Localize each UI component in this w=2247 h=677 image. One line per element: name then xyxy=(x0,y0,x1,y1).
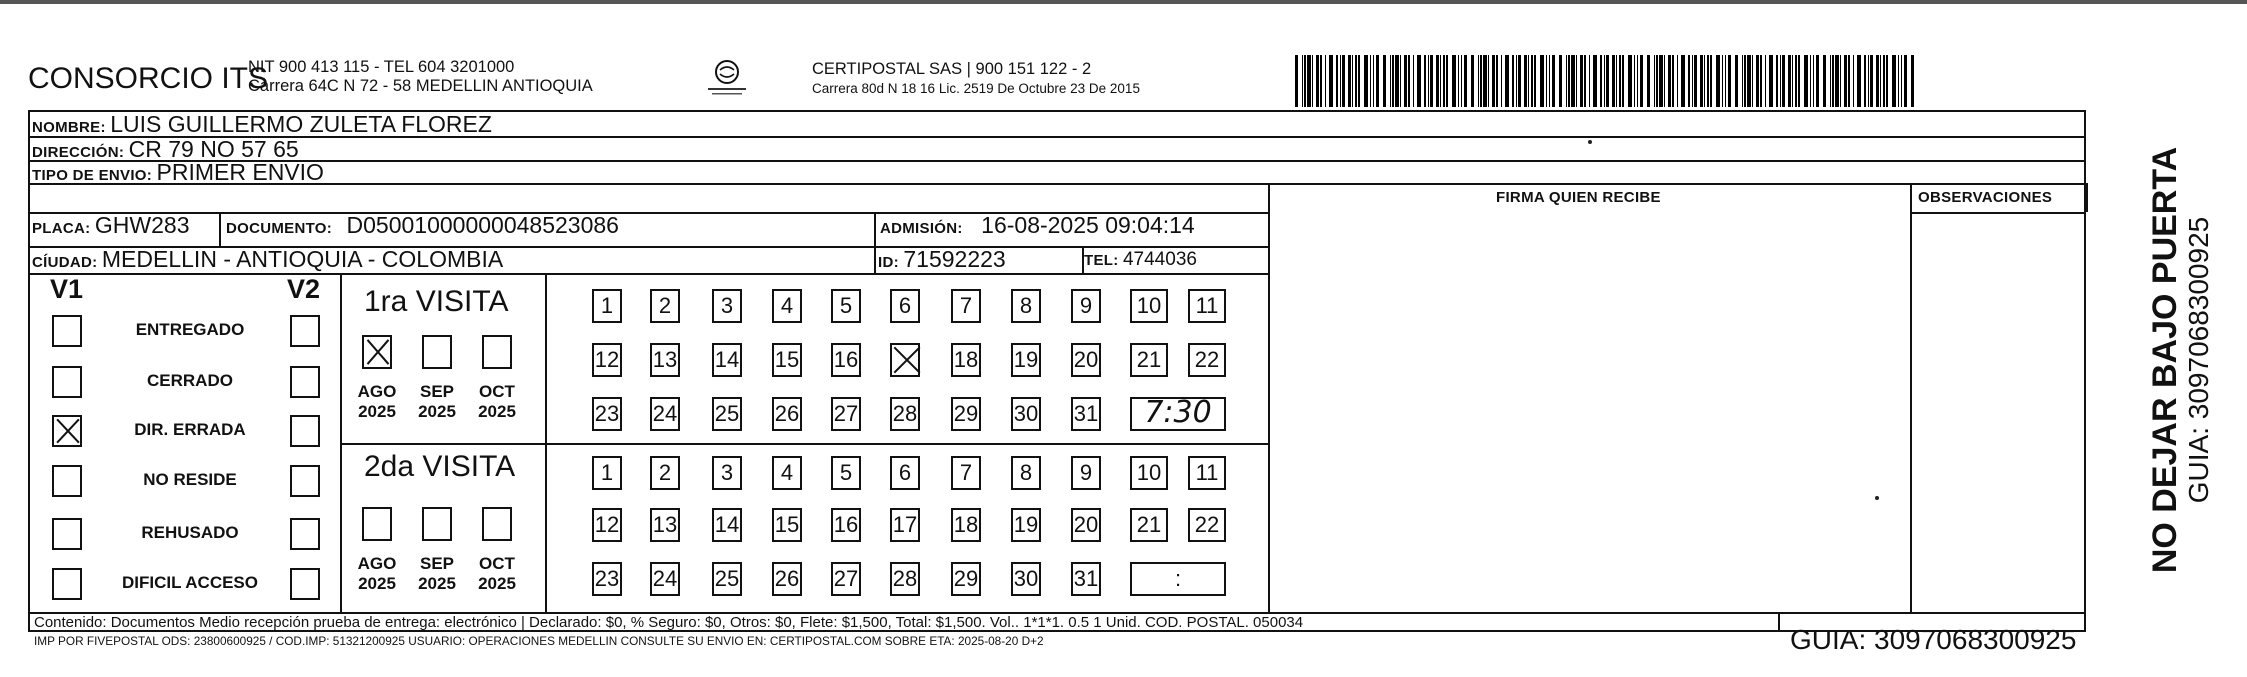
month-checkbox[interactable] xyxy=(362,507,392,541)
visit-divider xyxy=(340,443,1268,445)
observaciones-label: OBSERVACIONES xyxy=(1918,189,2053,206)
barcode-bar xyxy=(1518,55,1521,107)
day-box[interactable]: 5 xyxy=(831,289,861,323)
status-label: REHUSADO xyxy=(141,523,239,542)
barcode-bar xyxy=(1622,55,1624,107)
barcode-bar xyxy=(1813,55,1814,107)
barcode-bar xyxy=(1400,55,1401,107)
barcode-bar xyxy=(1765,55,1766,107)
v2-checkbox[interactable] xyxy=(290,568,320,600)
barcode-bar xyxy=(1637,55,1638,107)
barcode-bar xyxy=(1904,55,1907,107)
day-box[interactable]: 25 xyxy=(712,397,742,431)
day-box[interactable]: 14 xyxy=(712,343,742,377)
barcode-bar xyxy=(1704,55,1705,107)
nombre-row xyxy=(32,111,492,138)
barcode-bar xyxy=(1804,55,1808,107)
barcode-bar xyxy=(1710,55,1712,107)
v1-checkbox[interactable] xyxy=(52,366,82,398)
barcode-bar xyxy=(1606,55,1609,107)
day-box[interactable]: 11 xyxy=(1188,456,1226,490)
day-box[interactable]: 4 xyxy=(772,289,802,323)
day-box[interactable]: 1 xyxy=(592,456,622,490)
footer-content-line: Contenido: Documentos Medio recepción prueba de entrega: electrónico | Declarado: $0, % Seguro: $0, Otros: $0, Flete: $1,500, Total: $1,500. Vol.. 1*1*1. 0.5 1 Unid. COD. POSTAL. 050034 xyxy=(34,614,1304,631)
barcode-bar xyxy=(1612,55,1615,107)
barcode-bar xyxy=(1752,55,1753,107)
time-box[interactable]: 7:30 xyxy=(1130,397,1226,431)
barcode-bar xyxy=(1848,55,1850,107)
barcode-bar xyxy=(1364,55,1368,107)
day-box[interactable]: 29 xyxy=(951,397,981,431)
day-box[interactable]: 30 xyxy=(1011,562,1041,596)
day-box[interactable]: 7 xyxy=(951,289,981,323)
barcode-bar xyxy=(1496,55,1498,107)
day-box[interactable]: 22 xyxy=(1188,343,1226,377)
barcode-bar xyxy=(1531,55,1533,107)
day-box[interactable]: 23 xyxy=(592,562,622,596)
barcode-bar xyxy=(1901,55,1902,107)
barcode-bar xyxy=(1722,55,1723,107)
barcode-bar xyxy=(1443,55,1445,107)
barcode-bar xyxy=(1370,55,1371,107)
placa-row xyxy=(32,212,190,239)
barcode-bar xyxy=(1830,55,1831,107)
barcode-bar xyxy=(1512,55,1514,107)
barcode-bar xyxy=(1528,55,1529,107)
day-box[interactable]: 27 xyxy=(831,397,861,431)
v2-checkbox[interactable] xyxy=(290,518,320,550)
day-box[interactable]: 20 xyxy=(1071,508,1101,542)
day-box[interactable]: 26 xyxy=(772,397,802,431)
barcode-bar xyxy=(1880,55,1881,107)
nombre-label: NOMBRE: xyxy=(32,119,106,136)
v2-checkbox[interactable] xyxy=(290,366,320,398)
time-box[interactable]: : xyxy=(1130,562,1226,596)
day-box[interactable]: 9 xyxy=(1071,456,1101,490)
company-name: CONSORCIO ITS xyxy=(28,62,269,95)
barcode-bar xyxy=(1312,55,1313,107)
barcode-bar xyxy=(1584,55,1586,107)
barcode-bar xyxy=(1668,55,1671,107)
barcode-bar xyxy=(1302,55,1303,107)
placa-value: GHW283 xyxy=(94,212,190,238)
day-box[interactable]: 10 xyxy=(1130,456,1168,490)
day-box[interactable]: 8 xyxy=(1011,456,1041,490)
day-box[interactable]: 13 xyxy=(650,508,680,542)
certi-line: CERTIPOSTAL SAS | 900 151 122 - 2 xyxy=(812,60,1092,78)
id-row xyxy=(878,246,1006,273)
id-label: ID: xyxy=(878,254,899,271)
ciudad-value: MEDELLIN - ANTIOQUIA - COLOMBIA xyxy=(101,246,504,272)
barcode-bar xyxy=(1911,55,1914,107)
cell-divider xyxy=(340,273,342,612)
barcode-bar xyxy=(1478,55,1479,107)
status-label: DIFICIL ACCESO xyxy=(121,573,258,592)
barcode-bar xyxy=(1417,55,1421,107)
day-box[interactable]: 19 xyxy=(1011,508,1041,542)
tel-label: TEL: xyxy=(1084,252,1119,269)
status-label: NO RESIDE xyxy=(143,470,237,489)
barcode-bar xyxy=(1870,55,1873,107)
ciudad-row xyxy=(32,246,503,273)
barcode-bar xyxy=(1760,55,1762,107)
barcode-bar xyxy=(1853,55,1854,107)
day-box[interactable]: 17 xyxy=(890,508,920,542)
ink-dot xyxy=(1588,140,1592,144)
barcode-bar xyxy=(1898,55,1899,107)
barcode-bar xyxy=(1728,55,1731,107)
barcode-bar xyxy=(1436,55,1439,107)
visit1-title: 1ra VISITA xyxy=(364,285,509,318)
barcode-bar xyxy=(1295,55,1298,107)
side-guia: GUIA: 3097068300925 xyxy=(2183,216,2214,504)
barcode-bar xyxy=(1776,55,1778,107)
barcode-bar xyxy=(1325,55,1326,107)
day-box[interactable]: 9 xyxy=(1071,289,1101,323)
day-box[interactable]: 12 xyxy=(592,508,622,542)
barcode-bar xyxy=(1886,55,1888,107)
v1-header: V1 xyxy=(50,274,84,304)
day-box[interactable]: 8 xyxy=(1011,289,1041,323)
barcode-bar xyxy=(1647,55,1650,107)
tipo-row xyxy=(32,159,324,186)
barcode-bar xyxy=(1571,55,1575,107)
barcode-bar xyxy=(1376,55,1379,107)
day-box[interactable]: 29 xyxy=(951,562,981,596)
day-box[interactable]: 13 xyxy=(650,343,680,377)
side-notice xyxy=(2146,147,2214,573)
barcode-bar xyxy=(1692,55,1693,107)
barcode-bar xyxy=(1316,55,1319,107)
barcode-bar xyxy=(1868,55,1869,107)
month-checkbox[interactable] xyxy=(362,335,392,369)
day-box[interactable]: 21 xyxy=(1130,343,1168,377)
barcode-bar xyxy=(1876,55,1879,107)
day-box[interactable]: 6 xyxy=(890,289,920,323)
v1-checkbox[interactable] xyxy=(52,465,82,497)
barcode-bar xyxy=(1681,55,1685,107)
firma-label: FIRMA QUIEN RECIBE xyxy=(1496,189,1661,206)
v2-checkbox[interactable] xyxy=(290,315,320,347)
barcode-bar xyxy=(1616,55,1617,107)
barcode-bar xyxy=(1795,55,1797,107)
tipo-label: TIPO DE ENVIO: xyxy=(32,167,153,184)
barcode-bar xyxy=(1307,55,1311,107)
day-box[interactable]: 10 xyxy=(1130,289,1168,323)
address-line: Carrera 64C N 72 - 58 MEDELLIN ANTIOQUIA xyxy=(248,77,593,95)
nombre-value: LUIS GUILLERMO ZULETA FLOREZ xyxy=(110,111,492,137)
footer-guia: GUIA: 3097068300925 xyxy=(1790,624,2077,655)
barcode-bar xyxy=(1546,55,1547,107)
barcode-bar xyxy=(1707,55,1709,107)
barcode-bar xyxy=(1524,55,1527,107)
barcode-bar xyxy=(1540,55,1544,107)
day-box[interactable]: 22 xyxy=(1188,508,1226,542)
status-label: CERRADO xyxy=(147,371,233,390)
tel-value: 4744036 xyxy=(1122,249,1197,270)
barcode-bar xyxy=(1840,55,1841,107)
certipostal-info xyxy=(812,60,1140,98)
day-box[interactable]: 25 xyxy=(712,562,742,596)
documento-label: DOCUMENTO: xyxy=(226,220,333,237)
barcode-bar xyxy=(1516,55,1517,107)
certi-license-line: Carrera 80d N 18 16 Lic. 2519 De Octubre 23 De 2015 xyxy=(812,81,1140,96)
barcode-bar xyxy=(1320,55,1322,107)
company-info xyxy=(248,58,593,96)
day-box[interactable]: 12 xyxy=(592,343,622,377)
tel-row xyxy=(1084,249,1197,271)
day-box[interactable]: 2 xyxy=(650,289,680,323)
tipo-value: PRIMER ENVIO xyxy=(156,159,324,185)
row-divider xyxy=(28,183,2086,185)
direccion-label: DIRECCIÓN: xyxy=(32,144,125,161)
day-box[interactable]: 3 xyxy=(712,289,742,323)
form-box xyxy=(28,110,2086,632)
barcode-bar xyxy=(1604,55,1605,107)
day-box[interactable]: 31 xyxy=(1071,397,1101,431)
barcode-bar xyxy=(1358,55,1360,107)
barcode-bar xyxy=(1688,55,1690,107)
v1-checkbox[interactable] xyxy=(52,415,82,447)
barcode-bar xyxy=(1744,55,1746,107)
v1-checkbox[interactable] xyxy=(52,568,82,600)
barcode-bar xyxy=(1634,55,1635,107)
day-box[interactable]: 26 xyxy=(772,562,802,596)
barcode-bar xyxy=(1395,55,1399,107)
barcode-bar xyxy=(1769,55,1773,107)
day-box[interactable]: 18 xyxy=(951,343,981,377)
barcode-bar xyxy=(1390,55,1391,107)
barcode-bar xyxy=(1742,55,1743,107)
month-label: OCT 2025 xyxy=(478,382,516,421)
barcode-bar xyxy=(1408,55,1410,107)
day-box[interactable]: 7 xyxy=(951,456,981,490)
day-box[interactable]: 3 xyxy=(712,456,742,490)
day-box[interactable]: 16 xyxy=(831,508,861,542)
barcode-bar xyxy=(1756,55,1759,107)
barcode-bar xyxy=(1559,55,1562,107)
barcode-bar xyxy=(1788,55,1791,107)
month-label: AGO 2025 xyxy=(357,382,397,421)
month-checkbox[interactable] xyxy=(422,507,452,541)
barcode-bar xyxy=(1576,55,1577,107)
barcode-bar xyxy=(1844,55,1847,107)
barcode-bar xyxy=(1780,55,1781,107)
barcode-bar xyxy=(1404,55,1407,107)
barcode-bar xyxy=(1640,55,1643,107)
barcode-bar xyxy=(1628,55,1632,107)
barcode-bar xyxy=(1883,55,1885,107)
barcode-bar xyxy=(1342,55,1345,107)
barcode-bar xyxy=(1747,55,1751,107)
cell-divider xyxy=(1778,612,1780,632)
status-label: ENTREGADO xyxy=(135,320,245,339)
barcode-bar xyxy=(1568,55,1570,107)
barcode-bar xyxy=(1471,55,1474,107)
barcode-bar xyxy=(1835,55,1839,107)
barcode-bar xyxy=(1340,55,1341,107)
barcode-bar xyxy=(1452,55,1456,107)
admision-row xyxy=(880,212,1195,239)
month-label: AGO 2025 xyxy=(357,554,397,593)
ciudad-label: CÍUDAD: xyxy=(32,254,98,271)
barcode-bar xyxy=(1446,55,1448,107)
barcode-bar xyxy=(1392,55,1394,107)
barcode-bar xyxy=(1424,55,1426,107)
col-divider xyxy=(1268,183,1270,612)
day-box[interactable]: 21 xyxy=(1130,508,1168,542)
barcode-bar xyxy=(1798,55,1800,107)
day-box[interactable]: 23 xyxy=(592,397,622,431)
barcode-bar xyxy=(1677,55,1678,107)
month-checkbox[interactable] xyxy=(482,507,512,541)
barcode-bar xyxy=(1782,55,1785,107)
barcode-bar xyxy=(1336,55,1338,107)
barcode-bar xyxy=(1792,55,1793,107)
day-box[interactable]: 18 xyxy=(951,508,981,542)
barcode-bar xyxy=(1600,55,1602,107)
day-box[interactable]: 31 xyxy=(1071,562,1101,596)
barcode-bar xyxy=(1488,55,1489,107)
month-checkbox[interactable] xyxy=(482,335,512,369)
day-box[interactable]: 5 xyxy=(831,456,861,490)
barcode-bar xyxy=(1501,55,1502,107)
documento-value: D05001000000048523086 xyxy=(346,212,619,238)
barcode-bar xyxy=(1552,55,1555,107)
day-box[interactable]: 19 xyxy=(1011,343,1041,377)
barcode-bar xyxy=(1483,55,1487,107)
barcode xyxy=(1295,55,1920,107)
documento-row xyxy=(226,212,619,239)
day-box[interactable]: 6 xyxy=(890,456,920,490)
top-edge xyxy=(0,0,2247,4)
day-box[interactable]: 20 xyxy=(1071,343,1101,377)
status-label: DIR. ERRADA xyxy=(134,420,246,439)
v2-checkbox[interactable] xyxy=(290,465,320,497)
barcode-bar xyxy=(1505,55,1509,107)
day-box[interactable]: 27 xyxy=(831,562,861,596)
barcode-bar xyxy=(1593,55,1597,107)
barcode-bar xyxy=(1480,55,1482,107)
footer-print-line: IMP POR FIVEPOSTAL ODS: 23800600925 / COD.IMP: 51321200925 USUARIO: OPERACIONES MEDELLIN CONSULTE SU ENVIO EN: CERTIPOSTAL.COM SOBRE ETA: 2025-08-20 D+2 xyxy=(34,634,1044,648)
barcode-bar xyxy=(1373,55,1374,107)
certipostal-logo xyxy=(700,58,754,98)
barcode-bar xyxy=(1725,55,1726,107)
barcode-bar xyxy=(1428,55,1429,107)
barcode-bar xyxy=(1549,55,1550,107)
barcode-bar xyxy=(1892,55,1896,107)
v1-checkbox[interactable] xyxy=(52,315,82,347)
v1-checkbox[interactable] xyxy=(52,518,82,550)
col-divider xyxy=(1910,183,1912,612)
day-box[interactable]: 28 xyxy=(890,562,920,596)
barcode-bar xyxy=(1654,55,1655,107)
barcode-bar xyxy=(1492,55,1495,107)
barcode-bar xyxy=(1440,55,1441,107)
direccion-value: CR 79 NO 57 65 xyxy=(128,136,299,162)
cell-divider xyxy=(874,212,876,273)
ink-dot xyxy=(1875,496,1879,500)
day-box[interactable]: 1 xyxy=(592,289,622,323)
month-label: SEP 2025 xyxy=(418,554,456,593)
barcode-bar xyxy=(1672,55,1674,107)
barcode-bar xyxy=(1716,55,1720,107)
day-box[interactable] xyxy=(890,343,920,377)
month-label: SEP 2025 xyxy=(418,382,456,421)
barcode-bar xyxy=(1857,55,1861,107)
barcode-bar xyxy=(1355,55,1357,107)
v2-header: V2 xyxy=(287,274,321,304)
barcode-bar xyxy=(1664,55,1665,107)
barcode-bar xyxy=(1656,55,1658,107)
day-box[interactable]: 14 xyxy=(712,508,742,542)
day-box[interactable]: 11 xyxy=(1188,289,1226,323)
cell-divider xyxy=(219,212,221,246)
day-box[interactable]: 15 xyxy=(772,508,802,542)
day-box[interactable]: 2 xyxy=(650,456,680,490)
barcode-bar xyxy=(1348,55,1351,107)
nit-line: NIT 900 413 115 - TEL 604 3201000 xyxy=(248,58,515,76)
row-divider xyxy=(28,160,2086,162)
placa-label: PLACA: xyxy=(32,220,91,237)
barcode-bar xyxy=(1864,55,1866,107)
col-divider xyxy=(2086,183,2088,212)
barcode-bar xyxy=(1461,55,1462,107)
barcode-bar xyxy=(1816,55,1819,107)
row-divider xyxy=(28,273,1268,275)
day-box[interactable]: 28 xyxy=(890,397,920,431)
cell-divider xyxy=(545,273,547,612)
day-box[interactable]: 30 xyxy=(1011,397,1041,431)
month-label: OCT 2025 xyxy=(478,554,516,593)
day-box[interactable]: 4 xyxy=(772,456,802,490)
day-box[interactable]: 16 xyxy=(831,343,861,377)
visit2-title: 2da VISITA xyxy=(364,450,516,483)
barcode-bar xyxy=(1823,55,1826,107)
barcode-bar xyxy=(1329,55,1333,107)
v2-checkbox[interactable] xyxy=(290,415,320,447)
id-value: 71592223 xyxy=(903,246,1006,272)
barcode-bar xyxy=(1464,55,1467,107)
obs-header-line xyxy=(1910,212,2086,214)
barcode-bar xyxy=(1580,55,1583,107)
barcode-bar xyxy=(1430,55,1433,107)
day-box[interactable]: 15 xyxy=(772,343,802,377)
barcode-bar xyxy=(1832,55,1834,107)
barcode-bar xyxy=(1619,55,1621,107)
barcode-bar xyxy=(1694,55,1697,107)
admision-label: ADMISIÓN: xyxy=(880,220,963,237)
day-box[interactable]: 24 xyxy=(650,397,680,431)
barcode-bar xyxy=(1566,55,1567,107)
barcode-bar xyxy=(1534,55,1536,107)
barcode-bar xyxy=(1458,55,1459,107)
month-checkbox[interactable] xyxy=(422,335,452,369)
barcode-bar xyxy=(1383,55,1386,107)
day-box[interactable]: 24 xyxy=(650,562,680,596)
barcode-bar xyxy=(1352,55,1353,107)
barcode-bar xyxy=(1735,55,1738,107)
barcode-bar xyxy=(1659,55,1663,107)
side-warning: NO DEJAR BAJO PUERTA xyxy=(2146,146,2184,574)
barcode-bar xyxy=(1304,55,1306,107)
barcode-bar xyxy=(1700,55,1703,107)
admision-value: 16-08-2025 09:04:14 xyxy=(981,212,1195,238)
barcode-bar xyxy=(1413,55,1414,107)
barcode-bar xyxy=(1810,55,1811,107)
barcode-bar xyxy=(1589,55,1590,107)
